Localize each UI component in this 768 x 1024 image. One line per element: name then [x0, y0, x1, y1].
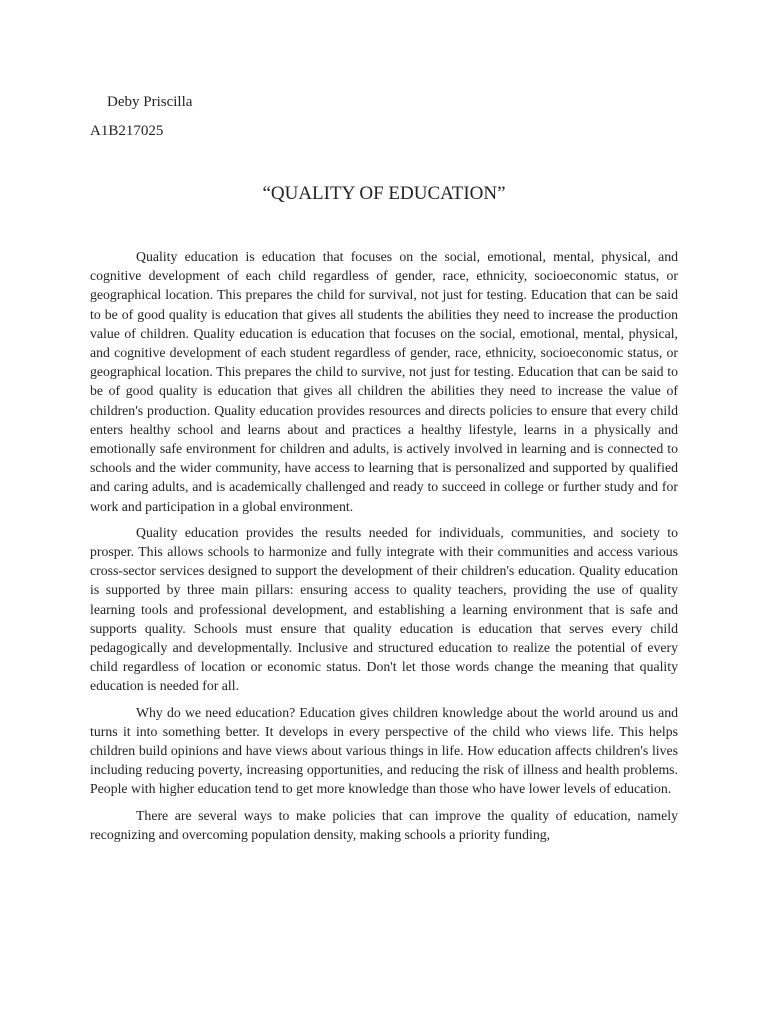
paragraph-2: Quality education provides the results needed for individuals, communities, and society to prosper. This allows schools to harmonize and fully integrate with their communities and access various cross-sector services designed to support the development of their children's education. Quality education is supported by three main pillars: ensuring access to quality teachers, providing the use of quality learning tools and professional development, and establishing a learning environment that is safe and supports quality. Schools must ensure that quality education is education that serves every child pedagogically and developmentally. Inclusive and structured education to realize the potential of every child regardless of location or economic status. Don't let those words change the meaning that quality education is needed for all. — [90, 524, 678, 694]
paragraph-3: Why do we need education? Education gives children knowledge about the world around us and turns it into something better. It develops in every perspective of the child who views life. This helps children build opinions and have views about various things in life. How education affects children's lives including reducing poverty, increasing opportunities, and reducing the risk of illness and health problems. People with higher education tend to get more knowledge than those who have lower levels of education. — [90, 704, 678, 797]
student-id: A1B217025 — [90, 123, 164, 139]
document-title: “QUALITY OF EDUCATION” — [262, 183, 506, 204]
paragraph-1: Quality education is education that focuses on the social, emotional, mental, physical, and cognitive development of each child regardless of gender, race, ethnicity, socioeconomic status, or geographical location. This prepares the child for survival, not just for testing. Education that can be said to be of good quality is education that gives all students the abilities they need to increase the production value of children. Quality education is education that focuses on the social, emotional, mental, physical, and cognitive development of each student regardless of gender, race, ethnicity, socioeconomic status, or geographical location. This prepares the child to survive, not just for testing. Education that can be said to be of good quality is education that gives all children the abilities they need to increase the value of children's production. Quality education provides resources and directs policies to ensure that every child enters healthy school and learns about and practices a healthy lifestyle, learns in a physically and emotionally safe environment for children and adults, is actively involved in learning and is connected to schools and the wider community, have access to learning that is personalized and supported by qualified and caring adults, and is academically challenged and ready to succeed in college or further study and for work and participation in a global environment. — [90, 249, 678, 514]
author-name: Deby Priscilla — [107, 94, 193, 110]
paragraph-4: There are several ways to make policies that can improve the quality of education, namely recognizing and overcoming population density, making schools a priority funding, — [90, 807, 678, 842]
document-body — [90, 247, 678, 851]
